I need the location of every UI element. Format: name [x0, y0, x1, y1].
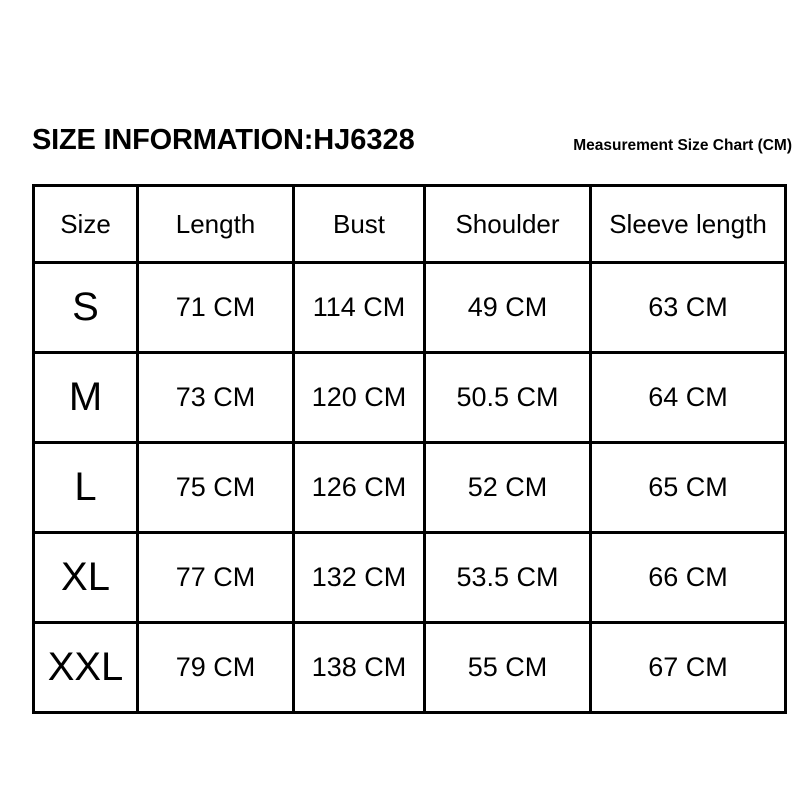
- chart-header: [32, 126, 792, 155]
- cell-size: L: [34, 443, 138, 533]
- column-header-size: Size: [34, 186, 138, 263]
- table-header-row: [34, 186, 786, 263]
- page-title: SIZE INFORMATION:: [32, 124, 314, 156]
- cell-length: 77 CM: [138, 533, 294, 623]
- cell-bust: 138 CM: [294, 623, 425, 713]
- cell-shoulder: 49 CM: [425, 263, 591, 353]
- size-information-table: [32, 184, 787, 714]
- cell-size: M: [34, 353, 138, 443]
- cell-shoulder: 50.5 CM: [425, 353, 591, 443]
- table-row: [34, 533, 786, 623]
- measurement-unit-note: Measurement Size Chart (CM): [573, 136, 792, 154]
- cell-size: XL: [34, 533, 138, 623]
- cell-length: 75 CM: [138, 443, 294, 533]
- table-row: [34, 263, 786, 353]
- column-header-sleeve-length: Sleeve length: [591, 186, 786, 263]
- product-code: HJ6328: [313, 124, 415, 156]
- cell-sleeve: 66 CM: [591, 533, 786, 623]
- table-row: [34, 353, 786, 443]
- cell-bust: 120 CM: [294, 353, 425, 443]
- cell-bust: 132 CM: [294, 533, 425, 623]
- column-header-shoulder: Shoulder: [425, 186, 591, 263]
- cell-bust: 114 CM: [294, 263, 425, 353]
- cell-length: 79 CM: [138, 623, 294, 713]
- cell-shoulder: 52 CM: [425, 443, 591, 533]
- title-group: [32, 126, 415, 155]
- cell-length: 71 CM: [138, 263, 294, 353]
- cell-shoulder: 53.5 CM: [425, 533, 591, 623]
- column-header-length: Length: [138, 186, 294, 263]
- cell-sleeve: 63 CM: [591, 263, 786, 353]
- table-row: [34, 443, 786, 533]
- cell-size: S: [34, 263, 138, 353]
- cell-size: XXL: [34, 623, 138, 713]
- column-header-bust: Bust: [294, 186, 425, 263]
- cell-sleeve: 65 CM: [591, 443, 786, 533]
- table-row: [34, 623, 786, 713]
- cell-sleeve: 64 CM: [591, 353, 786, 443]
- cell-shoulder: 55 CM: [425, 623, 591, 713]
- cell-bust: 126 CM: [294, 443, 425, 533]
- cell-sleeve: 67 CM: [591, 623, 786, 713]
- cell-length: 73 CM: [138, 353, 294, 443]
